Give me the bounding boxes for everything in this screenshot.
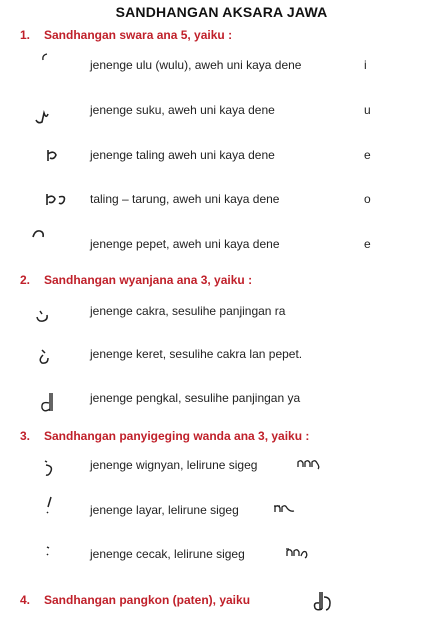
taling-tarung-glyph [44, 192, 68, 208]
row-description: jenenge keret, sesulihe cakra lan pepet. [90, 347, 303, 361]
row-description: taling – tarung, aweh uni kaya dene [90, 192, 280, 206]
row-description: jenenge wignyan, lelirune sigeg [90, 458, 258, 472]
section-3-heading [20, 429, 309, 443]
section-number: 1. [20, 28, 31, 42]
section-heading-text: Sandhangan swara ana 5, yaiku : [44, 28, 233, 42]
section-heading-text: Sandhangan panyigeging wanda ana 3, yaiku : [44, 429, 310, 443]
ulu-glyph [40, 52, 50, 62]
row-description: jenenge layar, lelirune sigeg [90, 503, 239, 517]
row-value: o [364, 192, 371, 206]
pepet-glyph [31, 228, 47, 240]
section-2-heading [20, 273, 252, 287]
row-description: jenenge ulu (wulu), aweh uni kaya dene [90, 58, 302, 72]
keret-glyph [36, 348, 52, 366]
section-heading-text: Sandhangan pangkon (paten), yaiku [44, 593, 251, 607]
section-heading-text: Sandhangan wyanjana ana 3, yaiku : [44, 273, 253, 287]
pangkon-glyph [312, 589, 334, 613]
layar-glyph [44, 495, 54, 515]
row-value: e [364, 148, 371, 162]
cecak-glyph [44, 545, 54, 557]
wignyan-glyph [42, 458, 56, 478]
row-description: jenenge suku, aweh uni kaya dene [90, 103, 275, 117]
suku-glyph [34, 110, 52, 126]
section-number: 4. [20, 593, 31, 607]
sigeg-r-glyph [272, 502, 298, 516]
row-value: u [364, 103, 371, 117]
row-value: e [364, 237, 371, 251]
sigeg-ng-glyph [284, 546, 310, 560]
row-description: jenenge pengkal, sesulihe panjingan ya [90, 391, 301, 405]
section-1-heading [20, 28, 232, 42]
section-number: 2. [20, 273, 31, 287]
row-description: jenenge cakra, sesulihe panjingan ra [90, 304, 286, 318]
row-description: jenenge cecak, lelirune sigeg [90, 547, 245, 561]
row-value: i [364, 58, 367, 72]
section-number: 3. [20, 429, 31, 443]
sigeg-h-glyph [296, 457, 322, 471]
pengkal-glyph [38, 391, 56, 415]
row-description: jenenge pepet, aweh uni kaya dene [90, 237, 280, 251]
cakra-glyph [34, 309, 52, 323]
taling-glyph [44, 148, 60, 164]
page-title: SANDHANGAN AKSARA JAWA [115, 4, 328, 20]
section-4-heading [20, 593, 250, 607]
row-description: jenenge taling aweh uni kaya dene [90, 148, 275, 162]
